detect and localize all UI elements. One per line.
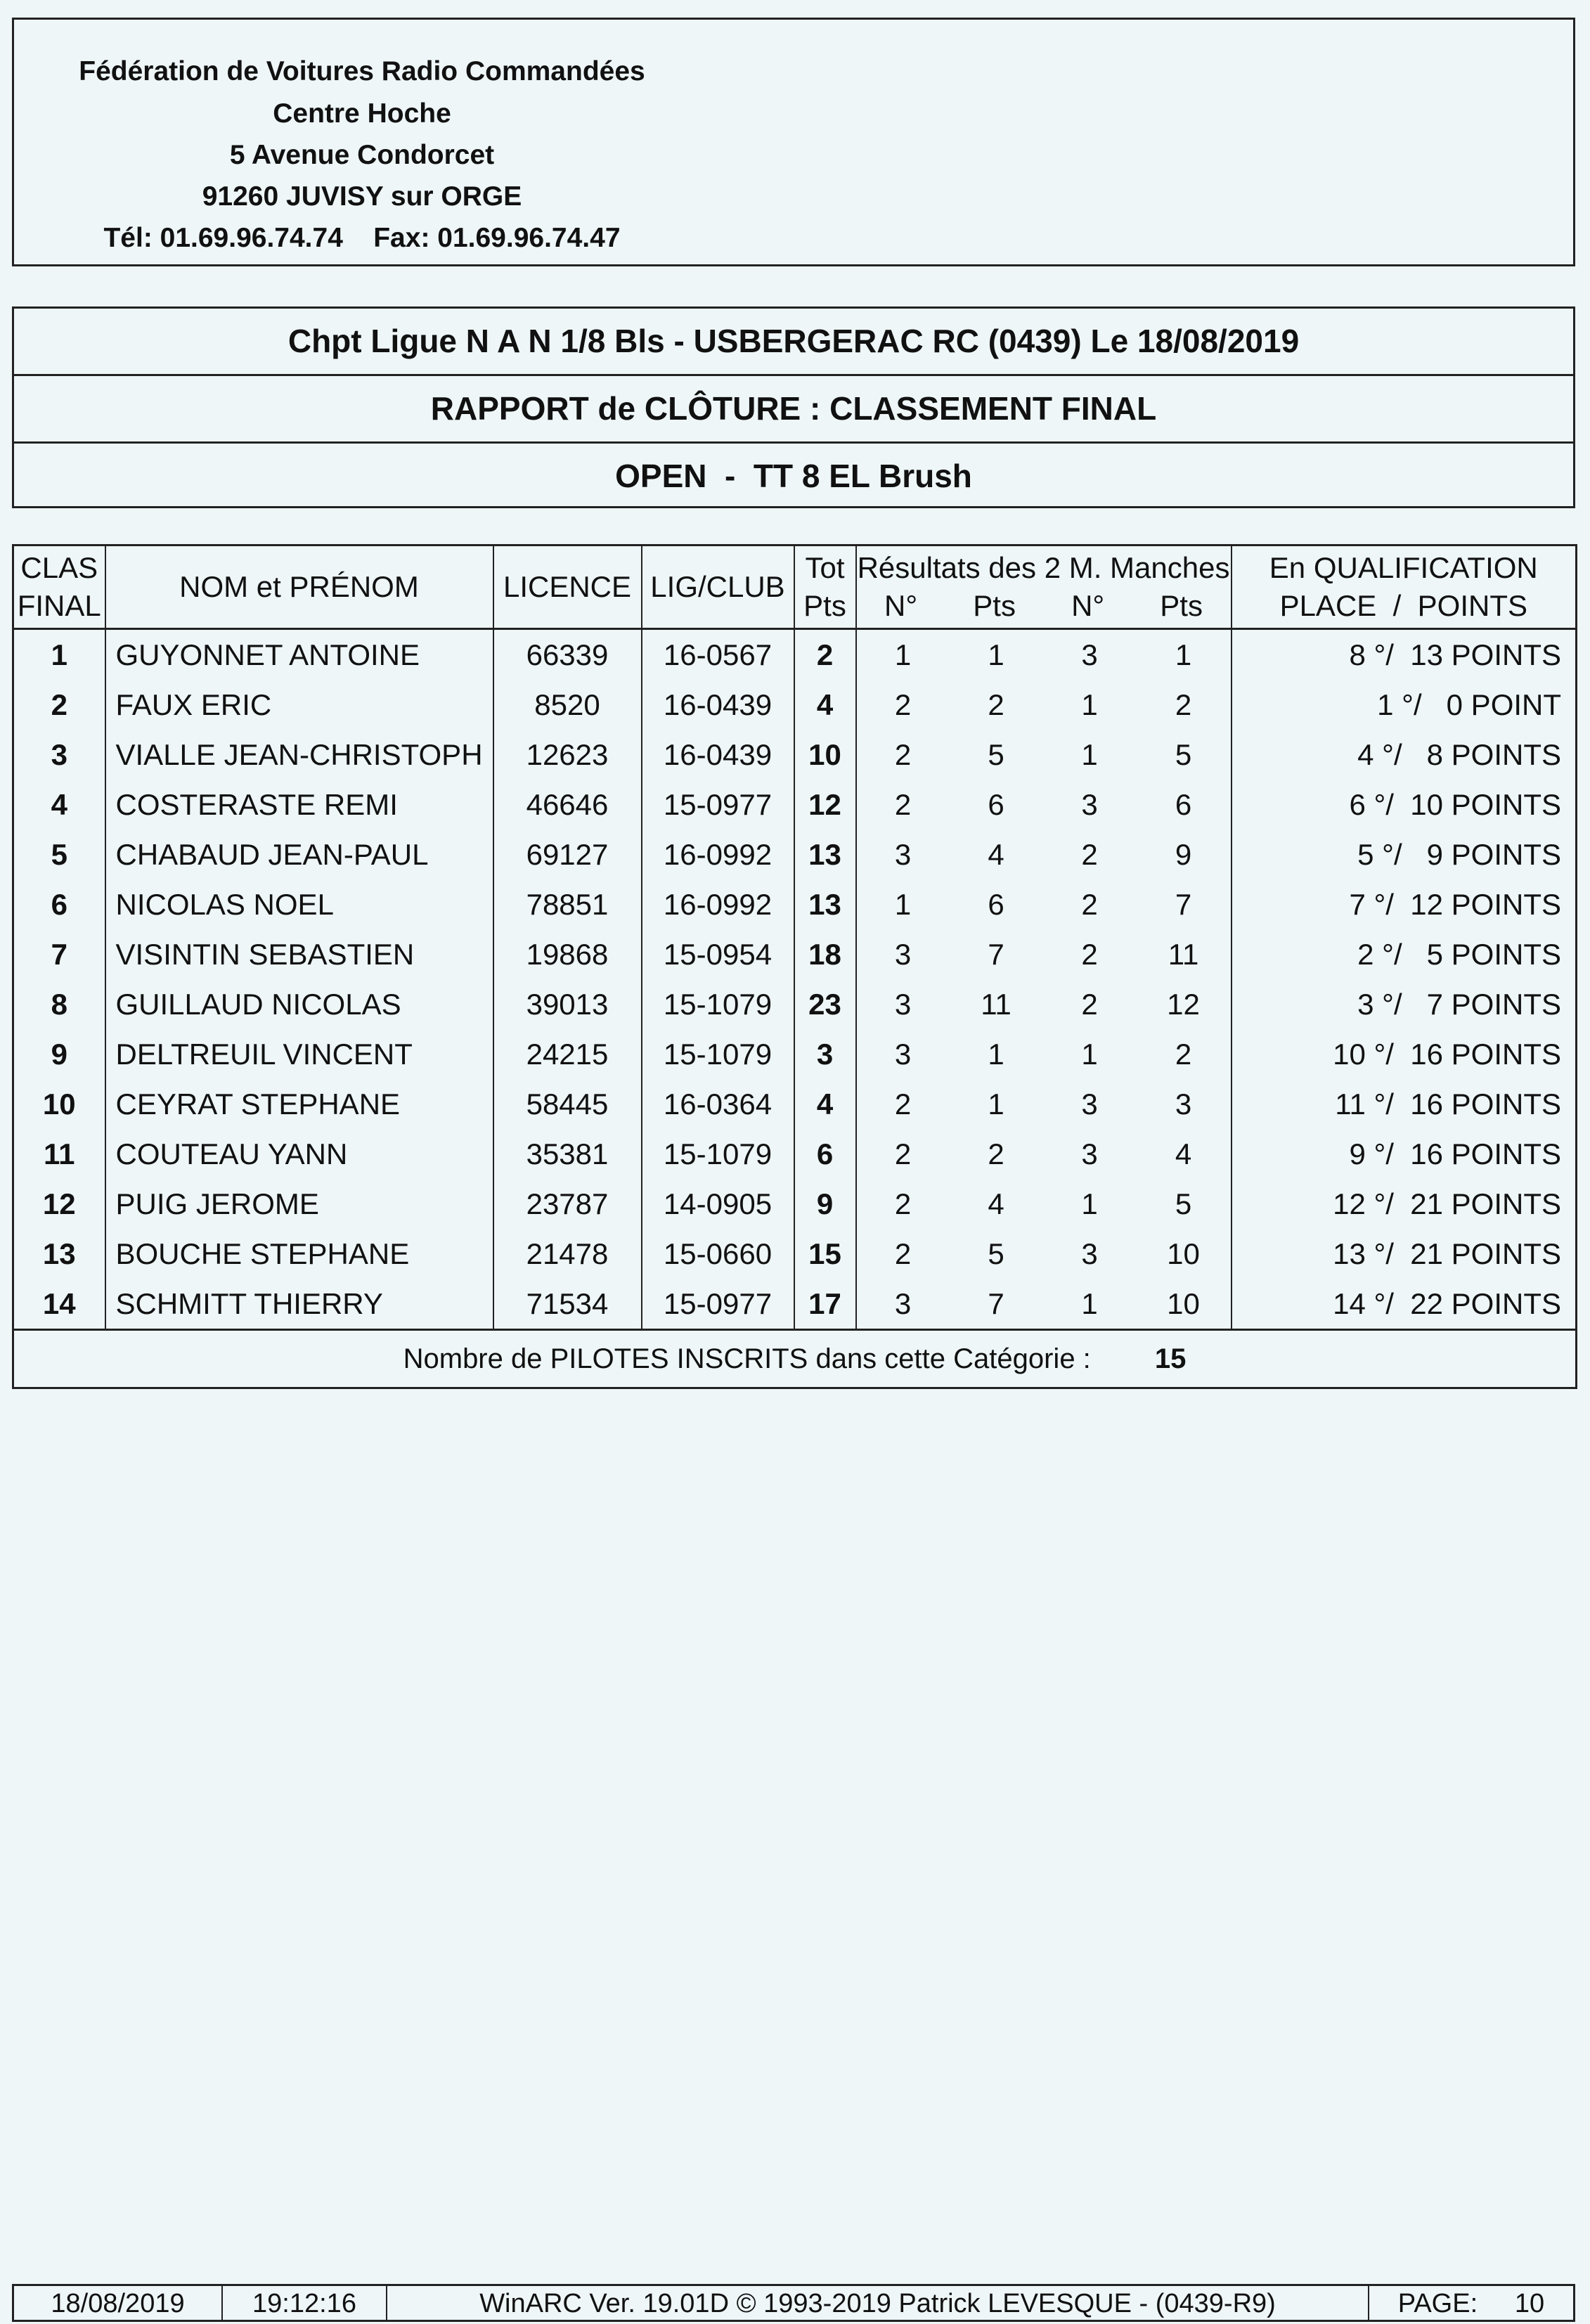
table-row [13,829,1577,879]
pilot-name: SCHMITT THIERRY [105,1279,493,1330]
manche1-number: 2 [856,780,950,829]
manche2-number: 3 [1081,1087,1098,1121]
manche2-number: 1 [1081,737,1098,771]
manche1-points: 5 [988,737,1004,771]
club: 15-0977 [642,780,794,829]
manche1-points: 11 [981,987,1011,1021]
table-row [13,1179,1577,1229]
qualification: 7 °/ 12 POINTS [1232,879,1577,929]
manche2-number: 1 [1081,1037,1098,1071]
org-contact: Tél: 01.69.96.74.74 Fax: 01.69.96.74.47 [103,223,621,253]
manche1-points: 7 [988,1286,1004,1320]
manche1-number: 2 [856,1079,950,1129]
manche2-number: 3 [1081,787,1098,821]
pilot-name: CEYRAT STEPHANE [105,1079,493,1129]
table-row [13,680,1577,730]
header-final: FINAL [17,589,101,622]
total-points: 17 [794,1279,856,1330]
manche1-number: 3 [856,829,950,879]
manche2-points: 1 [1137,629,1232,680]
pilot-name: GUILLAUD NICOLAS [105,979,493,1029]
manche2-points: 7 [1137,879,1232,929]
pilot-name: PUIG JEROME [105,1179,493,1229]
club: 15-0977 [642,1279,794,1330]
pilot-name: COUTEAU YANN [105,1129,493,1179]
manche1-number: 1 [856,879,950,929]
manche1-number: 3 [856,1029,950,1079]
pilot-name: FAUX ERIC [105,680,493,730]
club: 16-0439 [642,730,794,780]
qualification: 14 °/ 22 POINTS [1232,1279,1577,1330]
rank: 14 [13,1279,105,1330]
manche1-number: 2 [856,1229,950,1279]
qualification: 12 °/ 21 POINTS [1232,1179,1577,1229]
total-points: 9 [794,1179,856,1229]
club: 16-0992 [642,879,794,929]
qualification: 6 °/ 10 POINTS [1232,780,1577,829]
manche2-points: 2 [1137,680,1232,730]
table-row [13,730,1577,780]
org-name: Fédération de Voitures Radio Commandées [79,56,645,86]
pilot-name: VISINTIN SEBASTIEN [105,929,493,979]
manche1-number: 3 [856,929,950,979]
rank: 1 [13,629,105,680]
rank: 3 [13,730,105,780]
licence: 19868 [493,929,642,979]
table-row [13,1279,1577,1330]
table-row [13,1229,1577,1279]
licence: 8520 [493,680,642,730]
report-title: RAPPORT de CLÔTURE : CLASSEMENT FINAL [14,376,1573,444]
table-row [13,879,1577,929]
footer-software: WinARC Ver. 19.01D © 1993-2019 Patrick LEVESQUE - (0439-R9) [387,2286,1369,2320]
total-points: 4 [794,680,856,730]
licence: 39013 [493,979,642,1029]
pilot-name: CHABAUD JEAN-PAUL [105,829,493,879]
qualification: 9 °/ 16 POINTS [1232,1129,1577,1179]
total-points: 13 [794,879,856,929]
header-manches [856,546,1232,629]
manche1-number: 2 [856,730,950,780]
manche1-number: 2 [856,1179,950,1229]
licence: 12623 [493,730,642,780]
pilot-name: BOUCHE STEPHANE [105,1229,493,1279]
total-points: 10 [794,730,856,780]
manche2-points: 10 [1137,1279,1232,1330]
header-tot-pts: Pts [803,589,846,622]
manche1-number: 2 [856,680,950,730]
licence: 23787 [493,1179,642,1229]
manche1-points: 5 [988,1237,1004,1270]
total-points: 12 [794,780,856,829]
club: 16-0364 [642,1079,794,1129]
manche1-number: 3 [856,979,950,1029]
header-qual-1: En QUALIFICATION [1269,551,1538,584]
licence: 78851 [493,879,642,929]
club: 15-1079 [642,1029,794,1079]
rank: 13 [13,1229,105,1279]
total-points: 18 [794,929,856,979]
qualification: 13 °/ 21 POINTS [1232,1229,1577,1279]
org-city: 91260 JUVISY sur ORGE [202,181,522,212]
header-n2: N° [1071,589,1105,622]
header-n1: N° [884,589,918,622]
club: 14-0905 [642,1179,794,1229]
manche2-number: 1 [1081,1187,1098,1220]
rank: 4 [13,780,105,829]
club: 15-1079 [642,979,794,1029]
rank: 11 [13,1129,105,1179]
footer-time: 19:12:16 [223,2286,387,2320]
manche2-number: 2 [1081,987,1098,1021]
table-row [13,629,1577,680]
rank: 8 [13,979,105,1029]
manche2-points: 5 [1137,730,1232,780]
club: 16-0992 [642,829,794,879]
total-points: 15 [794,1229,856,1279]
manche2-points: 6 [1137,780,1232,829]
manche1-number: 3 [856,1279,950,1330]
header-total [794,546,856,629]
pilot-name: GUYONNET ANTOINE [105,629,493,680]
qualification: 8 °/ 13 POINTS [1232,629,1577,680]
organization-header [12,18,1575,266]
licence: 66339 [493,629,642,680]
header-name: NOM et PRÉNOM [105,546,493,629]
pilot-name: DELTREUIL VINCENT [105,1029,493,1079]
manche2-points: 2 [1137,1029,1232,1079]
qualification: 11 °/ 16 POINTS [1232,1079,1577,1129]
total-pilots-label: Nombre de PILOTES INSCRITS dans cette Catégorie : [403,1343,1091,1374]
header-clas-final [13,546,105,629]
total-points: 4 [794,1079,856,1129]
manche2-number: 1 [1081,1286,1098,1320]
rank: 6 [13,879,105,929]
manche2-number: 1 [1081,687,1098,721]
manche2-points: 11 [1137,929,1232,979]
manche2-number: 2 [1081,887,1098,921]
table-row [13,929,1577,979]
manche2-points: 9 [1137,829,1232,879]
header-manches-title: Résultats des 2 M. Manches [857,551,1230,584]
licence: 35381 [493,1129,642,1179]
licence: 24215 [493,1029,642,1079]
header-clas: CLAS [20,551,98,584]
footer-date: 18/08/2019 [14,2286,223,2320]
pilot-name: COSTERASTE REMI [105,780,493,829]
qualification: 4 °/ 8 POINTS [1232,730,1577,780]
manche1-points: 2 [988,1137,1004,1170]
manche1-points: 4 [988,837,1004,871]
club: 15-0954 [642,929,794,979]
table-row [13,1029,1577,1079]
header-club: LIG/CLUB [642,546,794,629]
page-footer [12,2284,1575,2322]
manche1-points: 6 [988,787,1004,821]
header-p1: Pts [973,589,1016,622]
total-points: 6 [794,1129,856,1179]
rank: 7 [13,929,105,979]
manche1-number: 1 [856,629,950,680]
manche2-points: 4 [1137,1129,1232,1179]
rank: 5 [13,829,105,879]
header-qualification [1232,546,1577,629]
total-points: 13 [794,829,856,879]
qualification: 3 °/ 7 POINTS [1232,979,1577,1029]
manche1-points: 1 [988,638,1004,671]
qualification: 5 °/ 9 POINTS [1232,829,1577,879]
manche2-number: 3 [1081,638,1098,671]
manche2-number: 3 [1081,1137,1098,1170]
manche2-points: 10 [1137,1229,1232,1279]
club: 15-0660 [642,1229,794,1279]
licence: 58445 [493,1079,642,1129]
manche2-points: 5 [1137,1179,1232,1229]
table-row [13,1079,1577,1129]
manche1-points: 7 [988,937,1004,971]
rank: 2 [13,680,105,730]
manche2-number: 2 [1081,837,1098,871]
total-points: 23 [794,979,856,1029]
org-building: Centre Hoche [273,98,451,129]
qualification: 2 °/ 5 POINTS [1232,929,1577,979]
header-qual-2: PLACE / POINTS [1279,589,1527,622]
manche1-points: 6 [988,887,1004,921]
rank: 9 [13,1029,105,1079]
licence: 69127 [493,829,642,879]
category-title: OPEN - TT 8 EL Brush [615,458,972,494]
org-street: 5 Avenue Condorcet [229,140,495,170]
table-row [13,979,1577,1029]
manche1-points: 1 [988,1087,1004,1121]
total-pilots-row [13,1330,1577,1388]
pilot-name: VIALLE JEAN-CHRISTOPH [105,730,493,780]
licence: 21478 [493,1229,642,1279]
manche2-points: 12 [1137,979,1232,1029]
table-row [13,780,1577,829]
manche2-number: 2 [1081,937,1098,971]
manche2-number: 3 [1081,1237,1098,1270]
club: 16-0567 [642,629,794,680]
rank: 10 [13,1079,105,1129]
pilot-name: NICOLAS NOEL [105,879,493,929]
header-row [13,546,1577,629]
manche1-number: 2 [856,1129,950,1179]
manche1-points: 4 [988,1187,1004,1220]
header-tot: Tot [805,551,845,584]
table-row [13,1129,1577,1179]
results-table [12,544,1577,1389]
header-p2: Pts [1160,589,1203,622]
licence: 71534 [493,1279,642,1330]
header-licence: LICENCE [493,546,642,629]
rank: 12 [13,1179,105,1229]
manche1-points: 2 [988,687,1004,721]
manche1-points: 1 [988,1037,1004,1071]
qualification: 1 °/ 0 POINT [1232,680,1577,730]
event-title: Chpt Ligue N A N 1/8 Bls - USBERGERAC RC (0439) Le 18/08/2019 [14,309,1573,376]
footer-page: PAGE: 10 [1397,2289,1545,2318]
report-titles [12,306,1575,508]
total-points: 3 [794,1029,856,1079]
qualification: 10 °/ 16 POINTS [1232,1029,1577,1079]
manche2-points: 3 [1137,1079,1232,1129]
total-pilots-count: 15 [1154,1343,1187,1374]
club: 15-1079 [642,1129,794,1179]
total-points: 2 [794,629,856,680]
club: 16-0439 [642,680,794,730]
licence: 46646 [493,780,642,829]
